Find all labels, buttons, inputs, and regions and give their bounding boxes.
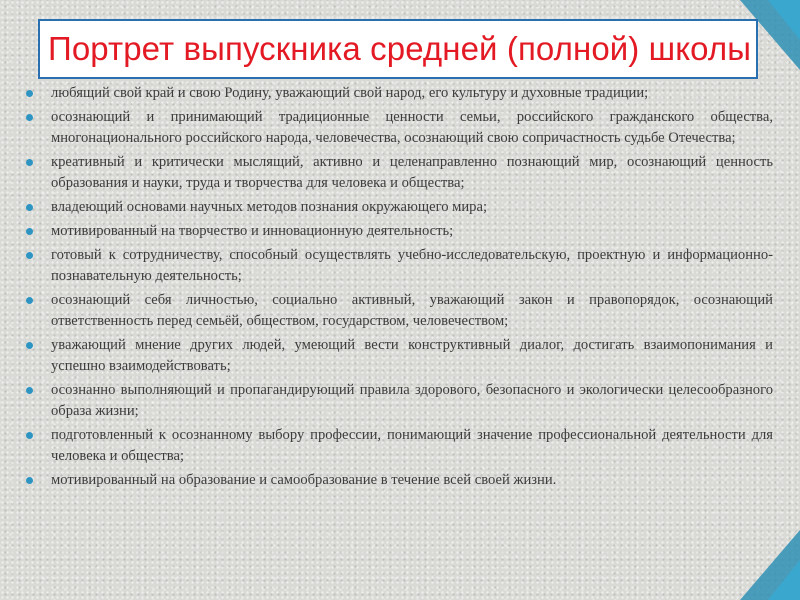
bullet-icon: [26, 297, 33, 304]
list-item: [18, 107, 773, 149]
list-item: [18, 152, 773, 194]
list-item: [18, 245, 773, 287]
bullet-icon: [26, 204, 33, 211]
bullet-icon: [26, 159, 33, 166]
bullet-icon: [26, 477, 33, 484]
list-item-text: любящий свой край и свою Родину, уважающий свой народ, его культуру и духовные традиции;: [51, 85, 649, 101]
bullet-icon: [26, 228, 33, 235]
list-item: [18, 470, 773, 491]
bullet-icon: [26, 90, 33, 97]
bullet-icon: [26, 387, 33, 394]
list-item-text: владеющий основами научных методов познания окружающего мира;: [51, 199, 488, 215]
list-item-text: готовый к сотрудничеству, способный осуществлять учебно-исследовательскую, проектную и информационно-познавательную деятельность;: [51, 247, 773, 284]
list-item: [18, 197, 773, 218]
corner-decoration-bottom-right-inner: [768, 560, 800, 600]
list-item-text: подготовленный к осознанному выбору профессии, понимающий значение профессиональной деятельности для человека и общества;: [51, 427, 773, 464]
list-item: [18, 83, 773, 104]
list-item-text: мотивированный на творчество и инновационную деятельность;: [51, 223, 454, 239]
list-item: [18, 425, 773, 467]
bullet-list: [18, 83, 773, 494]
bullet-icon: [26, 114, 33, 121]
list-item-text: осознанно выполняющий и пропагандирующий правила здорового, безопасного и экологически целесообразного образа жизни;: [51, 382, 773, 419]
list-item: [18, 221, 773, 242]
list-item: [18, 335, 773, 377]
title-box: [38, 19, 758, 79]
bullet-icon: [26, 432, 33, 439]
list-item-text: осознающий себя личностью, социально активный, уважающий закон и правопорядок, осознающий ответственность перед семьёй, обществом, государством, человечеством;: [51, 292, 773, 329]
bullet-icon: [26, 342, 33, 349]
list-item-text: креативный и критически мыслящий, активно и целенаправленно познающий мир, осознающий ценность образования и науки, труда и творчества для человека и общества;: [51, 154, 773, 191]
list-item-text: мотивированный на образование и самообразование в течение всей своей жизни.: [51, 472, 557, 488]
corner-decoration-top-right-inner: [768, 0, 800, 40]
list-item-text: уважающий мнение других людей, умеющий вести конструктивный диалог, достигать взаимопонимания и успешно взаимодействовать;: [51, 337, 773, 374]
list-item-text: осознающий и принимающий традиционные ценности семьи, российского гражданского общества, многонационального российского народа, человечества, осознающий свою сопричастность судьбе Отечества;: [51, 109, 773, 146]
bullet-icon: [26, 252, 33, 259]
list-item: [18, 290, 773, 332]
slide-title: Портрет выпускника средней (полной) школы: [48, 30, 752, 67]
list-item: [18, 380, 773, 422]
